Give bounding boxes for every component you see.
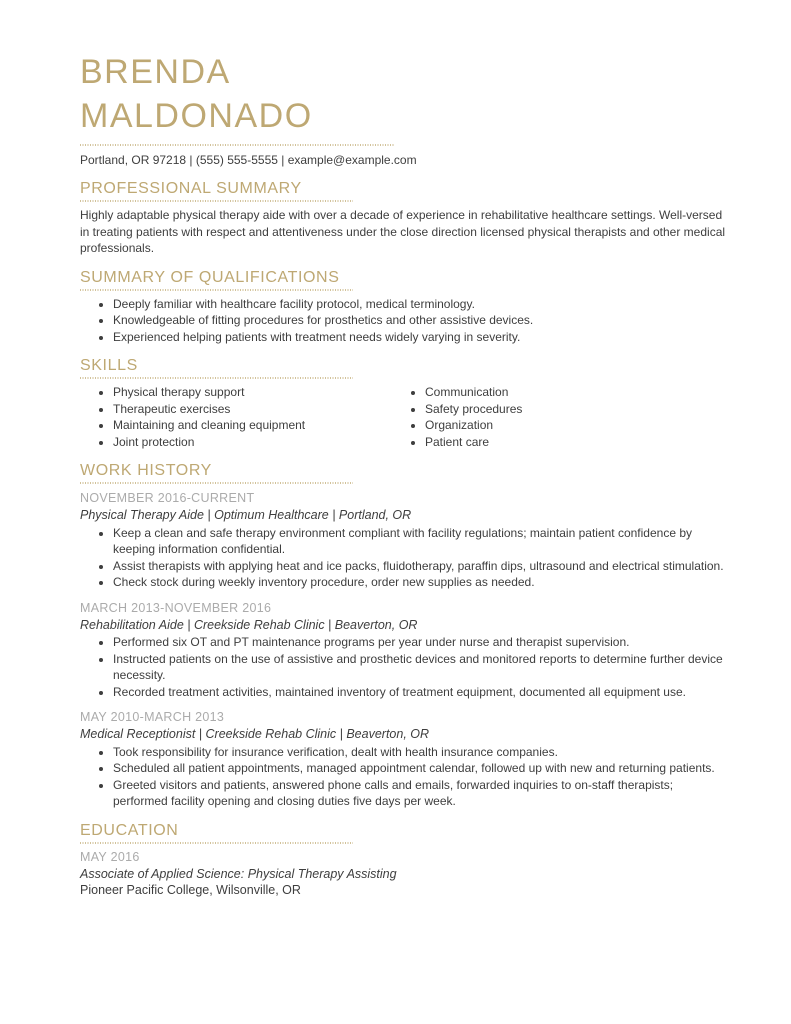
section-education [80, 821, 730, 899]
list-item: • Maintaining and cleaning equipment [113, 417, 413, 434]
job-dates: NOVEMBER 2016-CURRENT [80, 491, 255, 505]
resume-content [80, 50, 730, 899]
work-history-heading: WORK HISTORY [80, 462, 212, 479]
section-qualifications [80, 268, 730, 346]
job-dates: MAY 2010-MARCH 2013 [80, 710, 225, 724]
professional-summary-text: Highly adaptable physical therapy aide with over a decade of experience in rehabilitative healthcare settings. Well-versed in treating patients with respect and attentiveness under the close direction licensed physical therapists and other medical professionals. [80, 208, 726, 255]
heading-dotted-rule [80, 482, 353, 484]
education-school: Pioneer Pacific College, Wilsonville, OR [80, 883, 301, 897]
job-entry [80, 490, 730, 591]
job-entry [80, 600, 730, 701]
skills-heading: SKILLS [80, 357, 138, 374]
qualifications-heading: SUMMARY OF QUALIFICATIONS [80, 268, 340, 286]
list-item: • Communication [425, 384, 730, 401]
resume-header [80, 50, 730, 168]
list-item: • Recorded treatment activities, maintained inventory of treatment equipment, documented all equipment use. [113, 684, 730, 701]
job-duties-list [80, 634, 730, 700]
contact-line: Portland, OR 97218 | (555) 555-5555 | example@example.com [80, 153, 417, 167]
candidate-name [80, 50, 730, 138]
education-heading: EDUCATION [80, 821, 179, 839]
professional-summary-heading: PROFESSIONAL SUMMARY [80, 180, 302, 197]
heading-dotted-rule [80, 289, 353, 291]
candidate-first-name: BRENDA [80, 53, 231, 91]
list-item: • Experienced helping patients with treatment needs widely varying in severity. [113, 329, 730, 346]
list-item: • Joint protection [113, 434, 413, 451]
job-title: Medical Receptionist | Creekside Rehab Clinic | Beaverton, OR [80, 727, 430, 741]
list-item: • Deeply familiar with healthcare facility protocol, medical terminology. [113, 296, 730, 313]
job-title: Physical Therapy Aide | Optimum Healthcare | Portland, OR [80, 508, 412, 522]
list-item: • Patient care [425, 434, 730, 451]
list-item: • Took responsibility for insurance verification, dealt with health insurance companies. [113, 744, 730, 761]
list-item: • Therapeutic exercises [113, 401, 413, 418]
skills-list-right [413, 384, 730, 450]
list-item: • Assist therapists with applying heat and ice packs, fluidotherapy, paraffin dips, ultrasound and electrical stimulation. [113, 558, 730, 575]
list-item: • Greeted visitors and patients, answered phone calls and emails, forwarded inquiries to on-staff therapists; performed facility opening and closing duties five days per week. [113, 777, 730, 810]
list-item: • Knowledgeable of fitting procedures for prosthetics and other assistive devices. [113, 312, 730, 329]
candidate-last-name: MALDONADO [80, 97, 313, 135]
skills-column-right [413, 379, 730, 450]
skills-columns [80, 379, 730, 450]
job-title: Rehabilitation Aide | Creekside Rehab Clinic | Beaverton, OR [80, 617, 418, 632]
heading-dotted-rule [80, 842, 353, 844]
list-item: • Performed six OT and PT maintenance programs per year under nurse and therapist supervision. [113, 634, 730, 651]
job-entry [80, 709, 730, 810]
qualifications-list [80, 296, 730, 346]
section-skills [80, 356, 730, 450]
skills-column-left [80, 379, 413, 450]
education-dates: MAY 2016 [80, 849, 140, 864]
job-duties-list [80, 744, 730, 810]
section-work-history [80, 461, 730, 810]
section-professional-summary [80, 179, 730, 257]
education-degree: Associate of Applied Science: Physical Therapy Assisting [80, 866, 397, 881]
list-item: • Check stock during weekly inventory procedure, order new supplies as needed. [113, 574, 730, 591]
list-item: • Instructed patients on the use of assistive and prosthetic devices and monitored reports to determine further device necessity. [113, 651, 730, 684]
job-duties-list [80, 525, 730, 591]
job-dates: MARCH 2013-NOVEMBER 2016 [80, 600, 272, 615]
list-item: • Physical therapy support [113, 384, 413, 401]
name-dotted-rule [80, 144, 395, 146]
list-item: • Scheduled all patient appointments, managed appointment calendar, followed up with new and returning patients. [113, 760, 730, 777]
heading-dotted-rule [80, 200, 353, 202]
list-item: • Organization [425, 417, 730, 434]
list-item: • Safety procedures [425, 401, 730, 418]
education-entry [80, 849, 730, 899]
list-item: • Keep a clean and safe therapy environment compliant with facility regulations; maintain patient confidence by keeping information confidential. [113, 525, 730, 558]
skills-list-left [80, 384, 413, 450]
